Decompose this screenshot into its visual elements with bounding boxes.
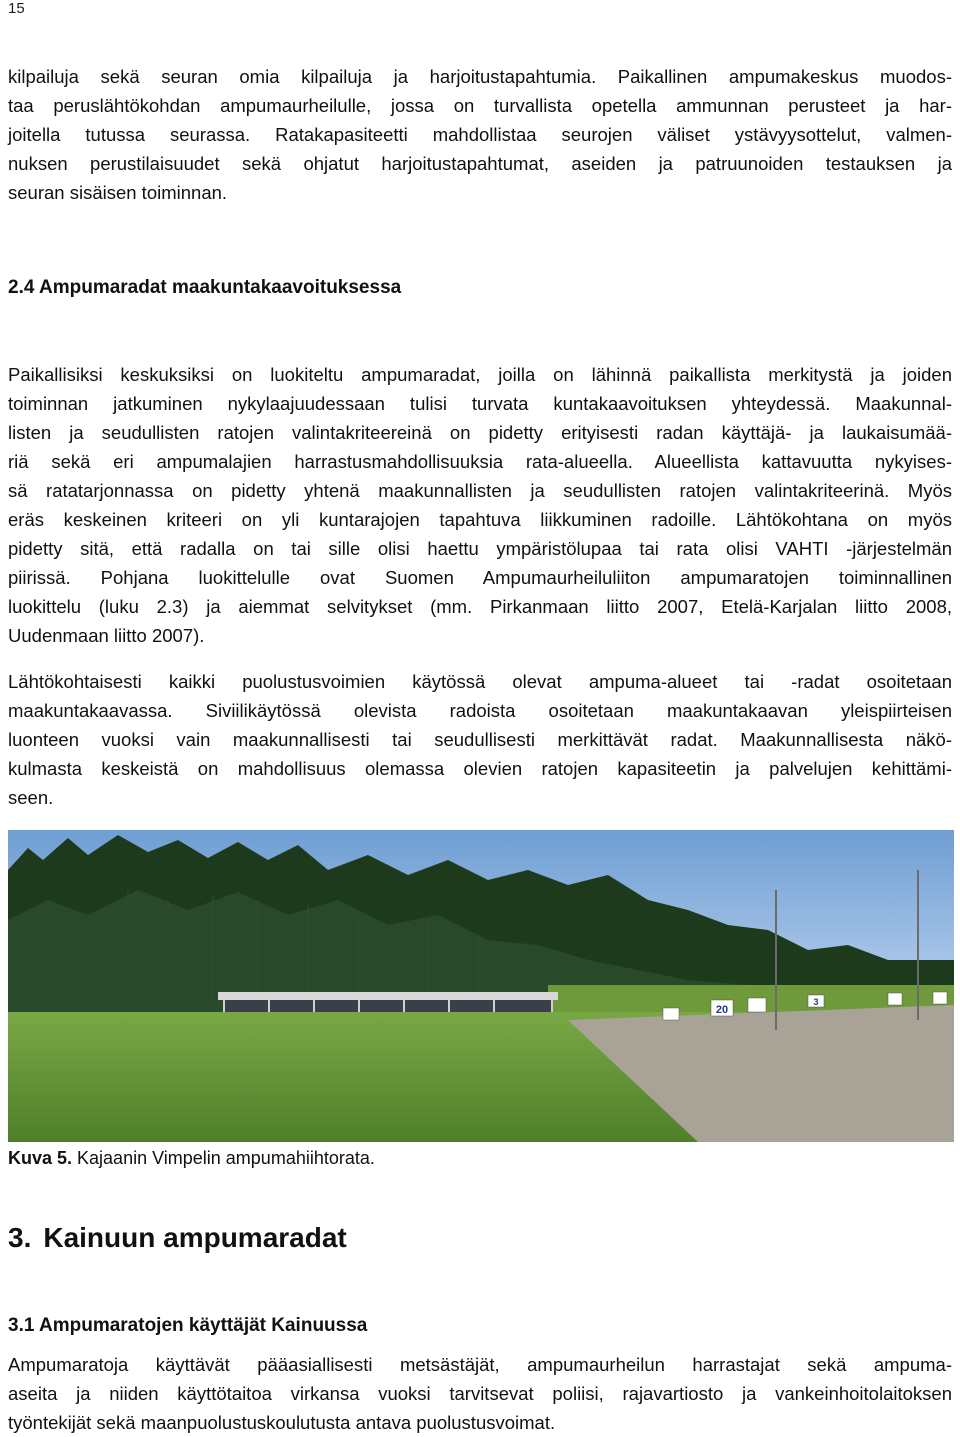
paragraph-3	[8, 667, 952, 812]
paragraph-4	[8, 1350, 952, 1437]
chapter-heading-3	[8, 1222, 347, 1254]
target-number-3: 3	[813, 997, 819, 1007]
text-line: Lähtökohtaisesti kaikki puolustusvoimien käytössä olevat ampuma-alueet tai -radat osoitetaan	[8, 671, 952, 692]
text-line: toiminnan jatkuminen nykylaajuudessaan tulisi turvata kuntakaavoituksen yhteydessä. Maakunnal-	[8, 393, 952, 414]
text-line: sä ratatarjonnassa on pidetty yhtenä maakunnallisten ja seudullisten ratojen valintakriteerinä. Myös	[8, 480, 952, 501]
text-line: taa peruslähtökohdan ampumaurheilulle, jossa on turvallista opetella ammunnan perusteet ja har-	[8, 95, 952, 116]
paragraph-1	[8, 62, 952, 207]
text-line: Ampumaratoja käyttävät pääasiallisesti metsästäjät, ampumaurheilun harrastajat sekä ampuma-	[8, 1354, 952, 1375]
text-line: pidetty sitä, että radalla on tai sille olisi haettu ympäristölupaa tai rata olisi VAHTI -järjestelmän	[8, 538, 952, 559]
page-number: 15	[8, 0, 25, 17]
chapter-title: Kainuun ampumaradat	[43, 1222, 347, 1253]
text-line: listen ja seudullisten ratojen valintakriteereinä on pidetty erityisesti radan käyttäjä- ja laukaisumää-	[8, 422, 952, 443]
text-line: kulmasta keskeistä on mahdollisuus olemassa olevien ratojen kapasiteetin ja palvelujen kehittämi-	[8, 758, 952, 779]
text-line: työntekijät sekä maanpuolustuskoulutusta antava puolustusvoimat.	[8, 1412, 556, 1433]
text-line: piirissä. Pohjana luokittelulle ovat Suomen Ampumaurheiluliiton ampumaratojen toiminnallinen	[8, 567, 952, 588]
text-line: eräs keskeinen kriteeri on yli kuntarajojen tapahtuva liikkuminen radoille. Lähtökohtana on myös	[8, 509, 952, 530]
shooting-shelter	[223, 1000, 553, 1014]
text-line: kilpailuja sekä seuran omia kilpailuja ja harjoitustapahtumia. Paikallinen ampumakeskus muodos-	[8, 66, 952, 87]
text-line: nuksen perustilaisuudet sekä ohjatut harjoitustapahtumat, aseiden ja patruunoiden testauksen ja	[8, 153, 952, 174]
text-line: seen.	[8, 787, 54, 808]
shooting-shelter-roof	[218, 992, 558, 1000]
paragraph-2	[8, 360, 952, 650]
section-heading-3-1: 3.1 Ampumaratojen käyttäjät Kainuussa	[8, 1315, 368, 1336]
text-line: seuran sisäisen toiminnan.	[8, 182, 228, 203]
text-line: riä sekä eri ampumalajien harrastusmahdollisuuksia rata-alueella. Alueellista kattavuutta nykyises-	[8, 451, 952, 472]
text-line: Uudenmaan liitto 2007).	[8, 625, 205, 646]
chapter-number: 3.	[8, 1222, 32, 1253]
target-number-20: 20	[715, 1004, 729, 1016]
text-line: aseita ja niiden käyttötaitoa virkansa vuoksi tarvitsevat poliisi, rajavartiosto ja vankeinhoitolaitoksen	[8, 1383, 952, 1404]
text-line: luokittelu (luku 2.3) ja aiemmat selvitykset (mm. Pirkanmaan liitto 2007, Etelä-Karjalan liitto 2008,	[8, 596, 952, 617]
text-line: Paikallisiksi keskuksiksi on luokiteltu ampumaradat, joilla on lähinnä paikallista merkitystä ja joiden	[8, 364, 952, 385]
caption-text: Kajaanin Vimpelin ampumahiihtorata.	[72, 1148, 375, 1168]
text-line: maakuntakaavassa. Siviilikäytössä olevista radoista osoitetaan maakuntakaavan yleispiirteisen	[8, 700, 952, 721]
shooting-range-photo	[8, 830, 954, 1142]
section-heading-2-4: 2.4 Ampumaradat maakuntakaavoituksessa	[8, 277, 402, 298]
figure-caption	[8, 1148, 375, 1169]
text-line: joitella tutussa seurassa. Ratakapasiteetti mahdollistaa seurojen väliset ystävyysottelut, valmen-	[8, 124, 952, 145]
caption-label: Kuva 5.	[8, 1148, 73, 1168]
text-line: luonteen vuoksi vain maakunnallisesti tai seudullisesti merkittävät radat. Maakunnallisesta näkö-	[8, 729, 952, 750]
